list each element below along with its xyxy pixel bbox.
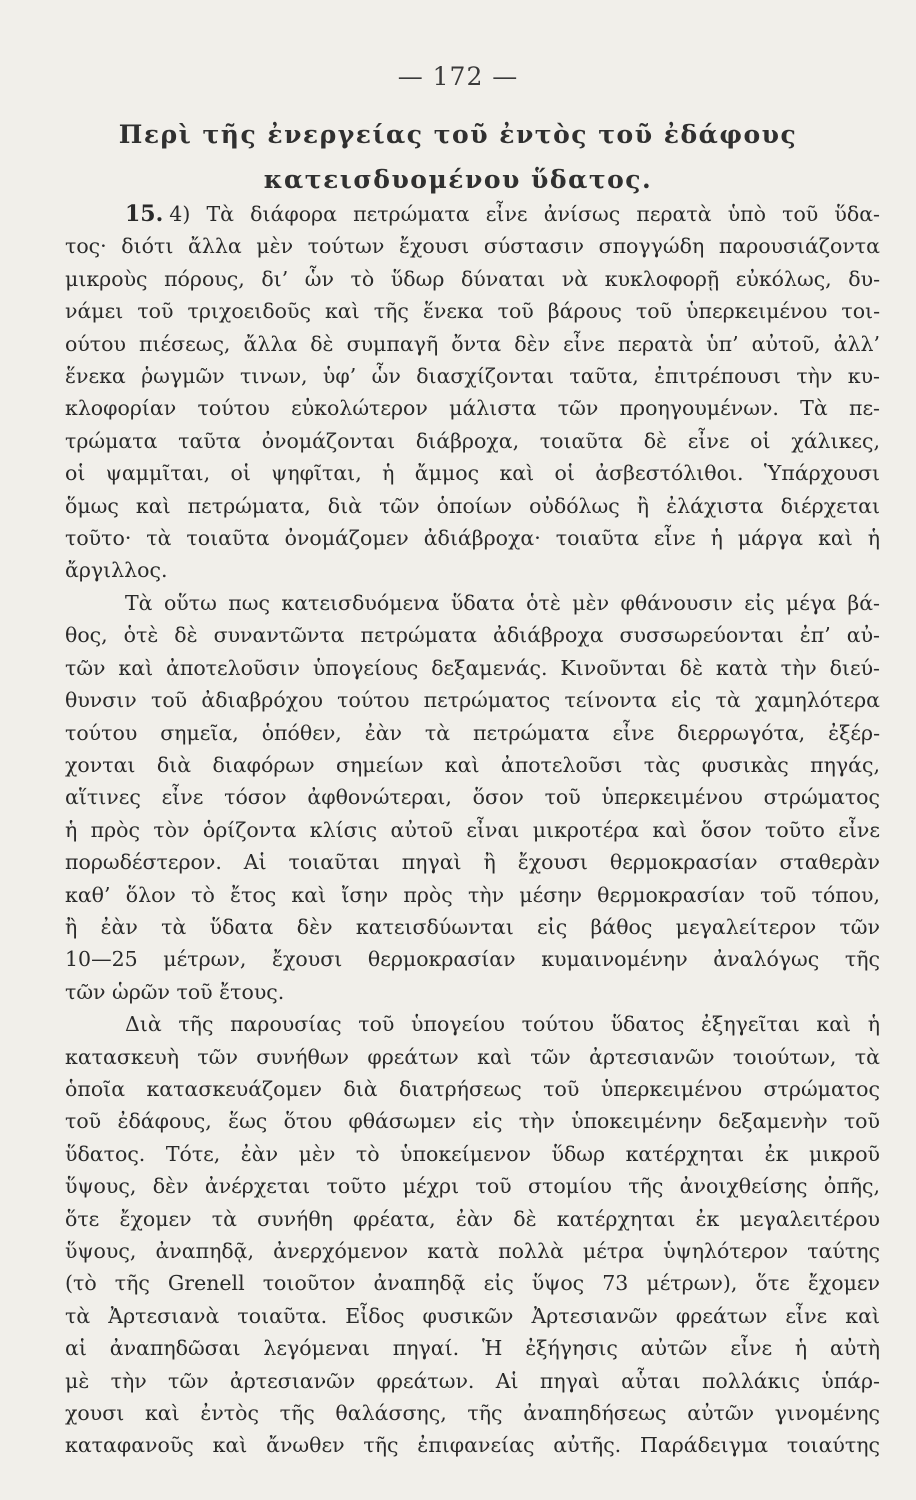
text-line: ἕνεκα ῥωγμῶν τινων, ὑφ’ ὧν διασχίζονται ταῦτα, ἐπιτρέπουσι τὴν κυ- — [65, 364, 880, 389]
text-line: τῶν καὶ ἀποτελοῦσιν ὑπογείους δεξαμενάς. Κινοῦνται δὲ κατὰ τὴν διεύ- — [65, 655, 880, 680]
text-line: χονται διὰ διαφόρων σημείων καὶ ἀποτελοῦσι τὰς φυσικὰς πηγάς, — [65, 752, 880, 777]
text-line — [65, 198, 880, 230]
text-line: κατασκευὴ τῶν συνήθων φρεάτων καὶ τῶν ἀρτεσιανῶν τοιούτων, τὰ — [65, 1044, 880, 1069]
text-line: καθ’ ὅλον τὸ ἔτος καὶ ἴσην πρὸς τὴν μέσην θερμοκρασίαν τοῦ τόπου, — [65, 882, 880, 907]
text-line: τοῦτο· τὰ τοιαῦτα ὀνομάζομεν ἀδιάβροχα· τοιαῦτα εἶνε ἡ μάργα καὶ ἡ — [65, 526, 880, 551]
section-heading — [0, 112, 916, 202]
text-line: αἱ ἀναπηδῶσαι λεγόμεναι πηγαί. Ἡ ἐξήγησις αὐτῶν εἶνε ἡ αὐτὴ — [65, 1336, 880, 1361]
text-line: ὕψους, ἀναπηδᾷ, ἀνερχόμενον κατὰ πολλὰ μέτρα ὑψηλότερον ταύτης — [65, 1239, 880, 1263]
text-line: τρώματα ταῦτα ὀνομάζονται διάβροχα, τοιαῦτα δὲ εἶνε οἱ χάλικες, — [65, 428, 880, 453]
text-line: οἱ ψαμμῖται, οἱ ψηφῖται, ἡ ἄμμος καὶ οἱ ἀσβεστόλιθοι. Ὑπάρχουσι — [65, 461, 880, 486]
text-line: ὕψους, δὲν ἀνέρχεται τοῦτο μέχρι τοῦ στομίου τῆς ἀνοιχθείσης ὀπῆς, — [65, 1174, 880, 1199]
text-line: θος, ὁτὲ δὲ συναντῶντα πετρώματα ἀδιάβροχα συσσωρεύονται ἐπ’ αὐ- — [65, 623, 880, 648]
text-line: τούτου σημεῖα, ὁπόθεν, ἐὰν τὰ πετρώματα εἶνε διερρωγότα, ἐξέρ- — [65, 720, 880, 745]
text-line: τος· διότι ἄλλα μὲν τούτων ἔχουσι σύστασιν σπογγώδη παρουσιάζοντα — [65, 234, 880, 259]
text-line: πορωδέστερον. Αἱ τοιαῦται πηγαὶ ἢ ἔχουσι θερμοκρασίαν σταθερὰν — [65, 850, 880, 875]
text-line: κλοφορίαν τούτου εὐκολώτερον μάλιστα τῶν προηγουμένων. Τὰ πε- — [65, 396, 880, 421]
text-line: ὁποῖα κατασκευάζομεν διὰ διατρήσεως τοῦ ὑπερκειμένου στρώματος — [65, 1076, 880, 1101]
text-line: ἄργιλλος. — [65, 558, 168, 583]
text-line: ούτου πιέσεως, ἄλλα δὲ συμπαγῆ ὄντα δὲν εἶνε περατὰ ὑπ’ αὐτοῦ, ἀλλ’ — [65, 331, 880, 356]
text-line: χουσι καὶ ἐντὸς τῆς θαλάσσης, τῆς ἀναπηδήσεως αὐτῶν γινομένης — [65, 1401, 880, 1426]
text-line: ἢ ἐὰν τὰ ὕδατα δὲν κατεισδύωνται εἰς βάθος μεγαλείτερον τῶν — [65, 914, 880, 939]
section-marker: 15. — [125, 201, 164, 227]
text-line: ὕδατος. Τότε, ἐὰν μὲν τὸ ὑποκείμενον ὕδωρ κατέρχηται ἐκ μικροῦ — [65, 1141, 880, 1166]
page-number: — 172 — — [397, 62, 519, 91]
text-line: ὅτε ἔχομεν τὰ συνήθη φρέατα, ἐὰν δὲ κατέρχηται ἐκ μεγαλειτέρου — [65, 1206, 880, 1231]
text-line: τὰ Ἀρτεσιανὰ τοιαῦτα. Εἶδος φυσικῶν Ἀρτεσιανῶν φρεάτων εἶνε καὶ — [65, 1303, 880, 1328]
heading-line-2: κατεισδυομένου ὕδατος. — [263, 165, 653, 194]
text-line: ὅμως καὶ πετρώματα, διὰ τῶν ὁποίων οὐδόλως ἢ ἐλάχιστα διέρχεται — [65, 493, 880, 518]
heading-line-1: Περὶ τῆς ἐνεργείας τοῦ ἐντὸς τοῦ ἐδάφους — [118, 120, 798, 149]
text-line: 10—25 μέτρων, ἔχουσι θερμοκρασίαν κυμαινομένην ἀναλόγως τῆς — [65, 947, 880, 972]
text-line: καταφανοῦς καὶ ἄνωθεν τῆς ἐπιφανείας αὐτῆς. Παράδειγμα τοιαύτης — [65, 1433, 880, 1458]
text-line: τῶν ὡρῶν τοῦ ἔτους. — [65, 979, 285, 1004]
text-line: (τὸ τῆς Grenell τοιοῦτον ἀναπηδᾷ εἰς ὕψος 73 μέτρων), ὅτε ἔχομεν — [65, 1271, 880, 1296]
text-line: αἵτινες εἶνε τόσον ἀφθονώτεραι, ὅσον τοῦ ὑπερκειμένου στρώματος — [65, 785, 880, 810]
text-line: θυνσιν τοῦ ἀδιαβρόχου τούτου πετρώματος τείνοντα εἰς τὰ χαμηλότερα — [65, 688, 880, 713]
text-line: μὲ τὴν τῶν ἀρτεσιανῶν φρεάτων. Αἱ πηγαὶ αὗται πολλάκις ὑπάρ- — [65, 1368, 880, 1393]
text-line: νάμει τοῦ τριχοειδοῦς καὶ τῆς ἕνεκα τοῦ βάρους τοῦ ὑπερκειμένου τοι- — [65, 299, 880, 324]
text-line: τοῦ ἐδάφους, ἕως ὅτου φθάσωμεν εἰς τὴν ὑποκειμένην δεξαμενὴν τοῦ — [65, 1109, 880, 1134]
text-line: μικροὺς πόρους, δι’ ὧν τὸ ὕδωρ δύναται νὰ κυκλοφορῇ εὐκόλως, δυ- — [65, 266, 880, 291]
text-line: Τὰ οὕτω πως κατεισδυόμενα ὕδατα ὁτὲ μὲν φθάνουσιν εἰς μέγα βά- — [125, 590, 880, 615]
text-line: Διὰ τῆς παρουσίας τοῦ ὑπογείου τούτου ὕδατος ἐξηγεῖται καὶ ἡ — [125, 1012, 880, 1037]
text-line: ἡ πρὸς τὸν ὁρίζοντα κλίσις αὐτοῦ εἶναι μικροτέρα καὶ ὅσον τοῦτο εἶνε — [65, 817, 880, 842]
text-line-content: 4) Τὰ διάφορα πετρώματα εἶνε ἀνίσως περατὰ ὑπὸ τοῦ ὕδα- — [169, 202, 880, 226]
body-text — [65, 198, 880, 1462]
